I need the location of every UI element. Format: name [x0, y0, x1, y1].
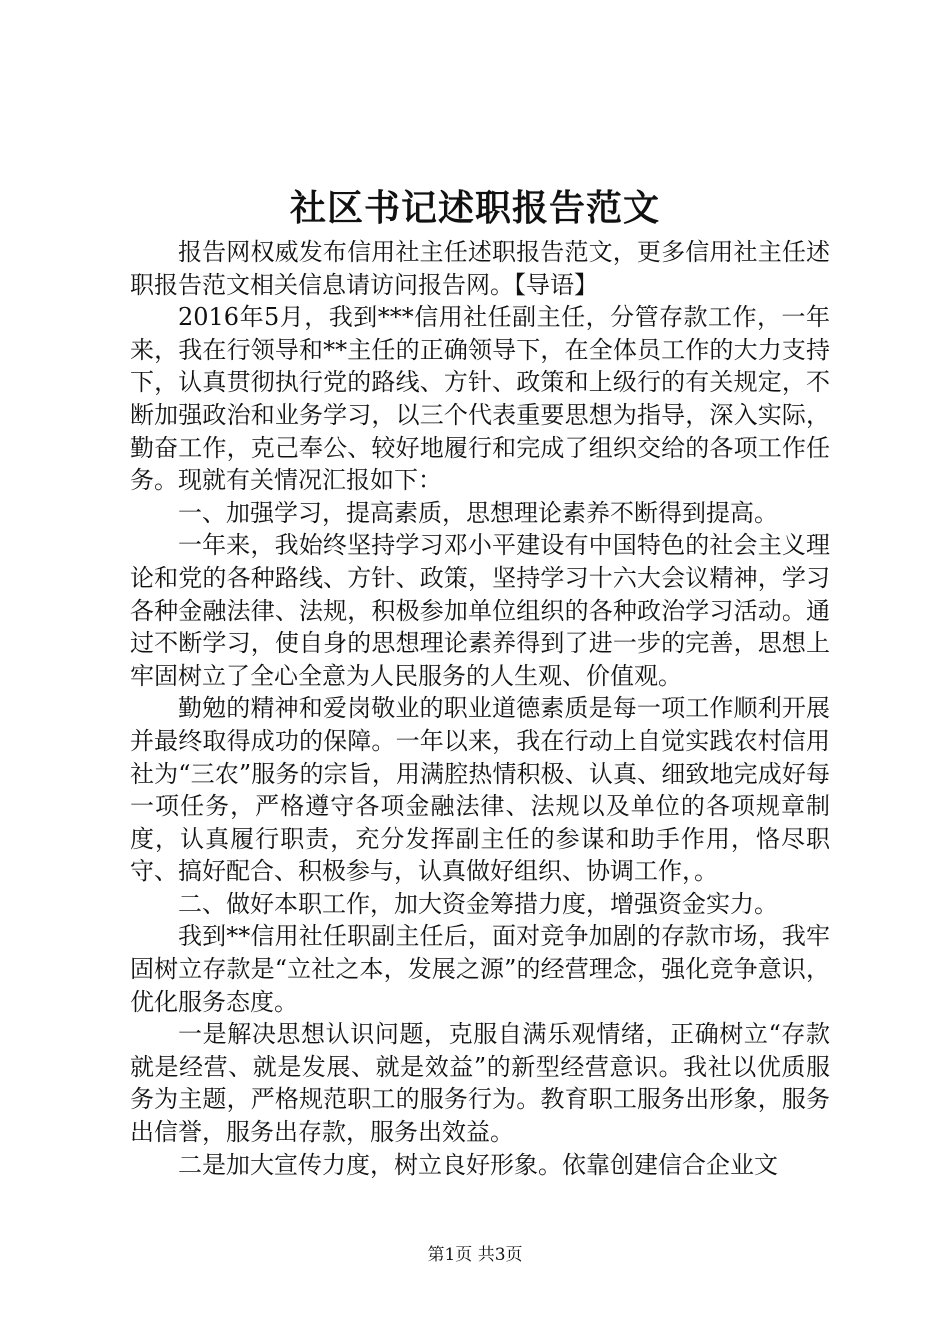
- paragraph: 报告网权威发布信用社主任述职报告范文，更多信用社主任述职报告范文相关信息请访问报告网。【导语】: [130, 238, 830, 299]
- document-title: 社区书记述职报告范文: [289, 187, 660, 229]
- page-footer: 第1页 共3页: [427, 1245, 523, 1265]
- paragraph: 一是解决思想认识问题，克服自满乐观情绪，正确树立“存款就是经营、就是发展、就是效益”的新型经营意识。我社以优质服务为主题，严格规范职工的服务行为。教育职工服务出形象，服务出信誉，服务出存款，服务出效益。: [130, 1020, 830, 1147]
- paragraph: 勤勉的精神和爱岗敬业的职业道德素质是每一项工作顺利开展并最终取得成功的保障。一年以来，我在行动上自觉实践农村信用社为“三农”服务的宗旨，用满腔热情积极、认真、细致地完成好每一项任务，严格遵守各项金融法律、法规以及单位的各项规章制度，认真履行职责，充分发挥副主任的参谋和助手作用，恪尽职守、搞好配合、积极参与，认真做好组织、协调工作，。: [130, 694, 830, 886]
- paragraph: 2016年5月，我到***信用社任副主任，分管存款工作，一年来，我在行领导和**主任的正确领导下，在全体员工作的大力支持下，认真贯彻执行党的路线、方针、政策和上级行的有关规定，不断加强政治和业务学习，以三个代表重要思想为指导，深入实际，勤奋工作，克己奉公、较好地履行和完成了组织交给的各项工作任务。现就有关情况汇报如下：: [130, 303, 830, 495]
- document-body: [130, 236, 830, 1181]
- paragraph: 一年来，我始终坚持学习邓小平建设有中国特色的社会主义理论和党的各种路线、方针、政策，坚持学习十六大会议精神，学习各种金融法律、法规，积极参加单位组织的各种政治学习活动。通过不断学习，使自身的思想理论素养得到了进一步的完善，思想上牢固树立了全心全意为人民服务的人生观、价值观。: [130, 531, 830, 690]
- section-heading: 一、加强学习，提高素质，思想理论素养不断得到提高。: [178, 498, 778, 527]
- paragraph: 二是加大宣传力度，树立良好形象。依靠创建信合企业文: [178, 1150, 778, 1179]
- section-heading: 二、做好本职工作，加大资金筹措力度，增强资金实力。: [178, 889, 778, 918]
- paragraph: 我到**信用社任职副主任后，面对竞争加剧的存款市场，我牢固树立存款是“立社之本，发展之源”的经营理念，强化竞争意识，优化服务态度。: [130, 922, 830, 1016]
